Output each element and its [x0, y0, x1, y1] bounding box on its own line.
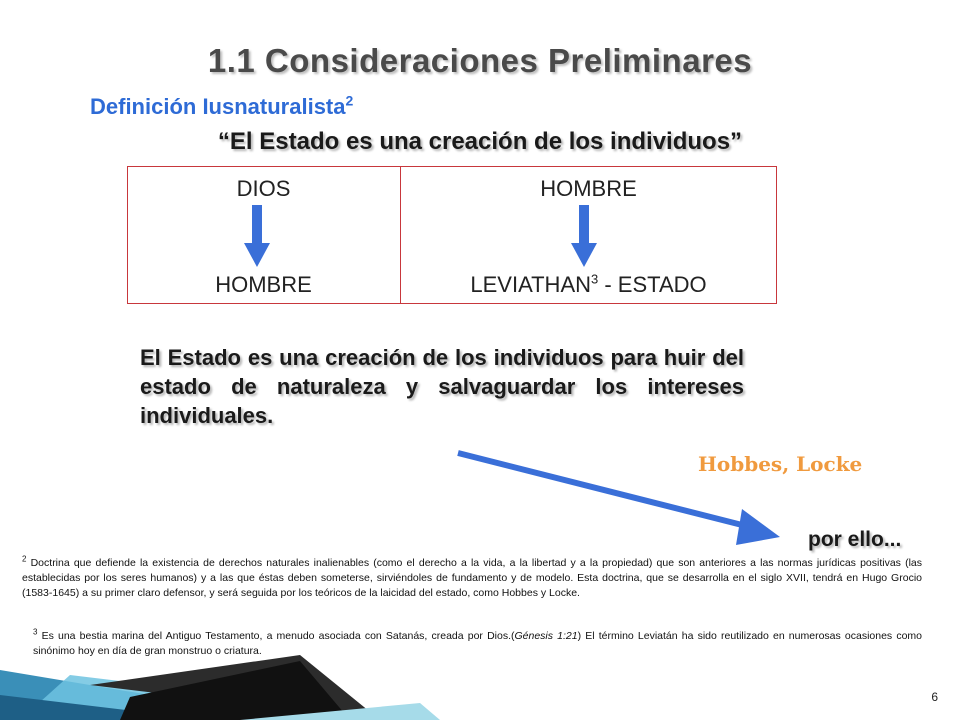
- down-arrow-icon: [244, 205, 270, 267]
- slide-bullet-icon: [740, 0, 741, 1]
- diagram-right-top: HOMBRE: [540, 176, 637, 201]
- authors-label: Hobbes, Locke: [698, 452, 863, 476]
- footnote-3-text-b: ) El término Leviatán ha sido reutilizado en numerosas ocasiones como sinónimo hoy en día de gran monstruo o criatura.: [33, 630, 923, 657]
- statement-paragraph: El Estado es una creación de los individuos para huir del estado de naturaleza y salvaguardar los intereses individuales.: [140, 345, 744, 428]
- conclusion-text: por ello...: [808, 528, 902, 551]
- footnote-3: [33, 629, 922, 659]
- subtitle-footnote-mark: 2: [345, 92, 354, 109]
- leviathan-label: LEVIATHAN: [470, 272, 591, 297]
- footnote-2-text: Doctrina que defiende la existencia de derechos naturales inalienables (como el derecho a la vida, a la libertad y a la propiedad) que son anteriores a las normas jurídicas positivas (las establecidas por los seres humanos) y a las que éstas deben someterse, sirviéndoles de fundamento y de modelo. Esta doctrina, que se desarrolla en el siglo XVII, tendrá en Hugo Grocio (1583-1645) a su primer claro defensor, y será seguida por los teóricos de la laicidad del estado, como Hobbes y Locke.: [22, 557, 922, 599]
- footnote-3-mark: 3: [33, 627, 38, 637]
- diagram-left-bottom: HOMBRE: [215, 272, 312, 297]
- diagram-right-bottom: [400, 272, 777, 298]
- diagram-left-top: DIOS: [236, 176, 291, 201]
- slide-title: 1.1 Consideraciones Preliminares: [207, 42, 753, 79]
- down-arrow-icon: [571, 205, 597, 267]
- leviathan-footnote-mark: 3: [591, 271, 599, 287]
- page-number: 6: [931, 690, 938, 704]
- subtitle-text: Definición Iusnaturalista: [90, 94, 346, 119]
- footnote-2-mark: 2: [22, 554, 27, 564]
- footnote-3-reference: Génesis 1:21: [514, 630, 578, 642]
- definition-quote: “El Estado es una creación de los individuos”: [217, 128, 743, 155]
- section-subtitle: [90, 94, 353, 120]
- estado-label: - ESTADO: [598, 272, 707, 297]
- footnote-2: [22, 556, 922, 601]
- diagonal-arrow-icon: [450, 445, 790, 550]
- footnote-3-text-a: Es una bestia marina del Antiguo Testamento, a menudo asociada con Satanás, creada por Dios.(: [37, 630, 515, 642]
- decorative-corner-shapes: [0, 655, 440, 720]
